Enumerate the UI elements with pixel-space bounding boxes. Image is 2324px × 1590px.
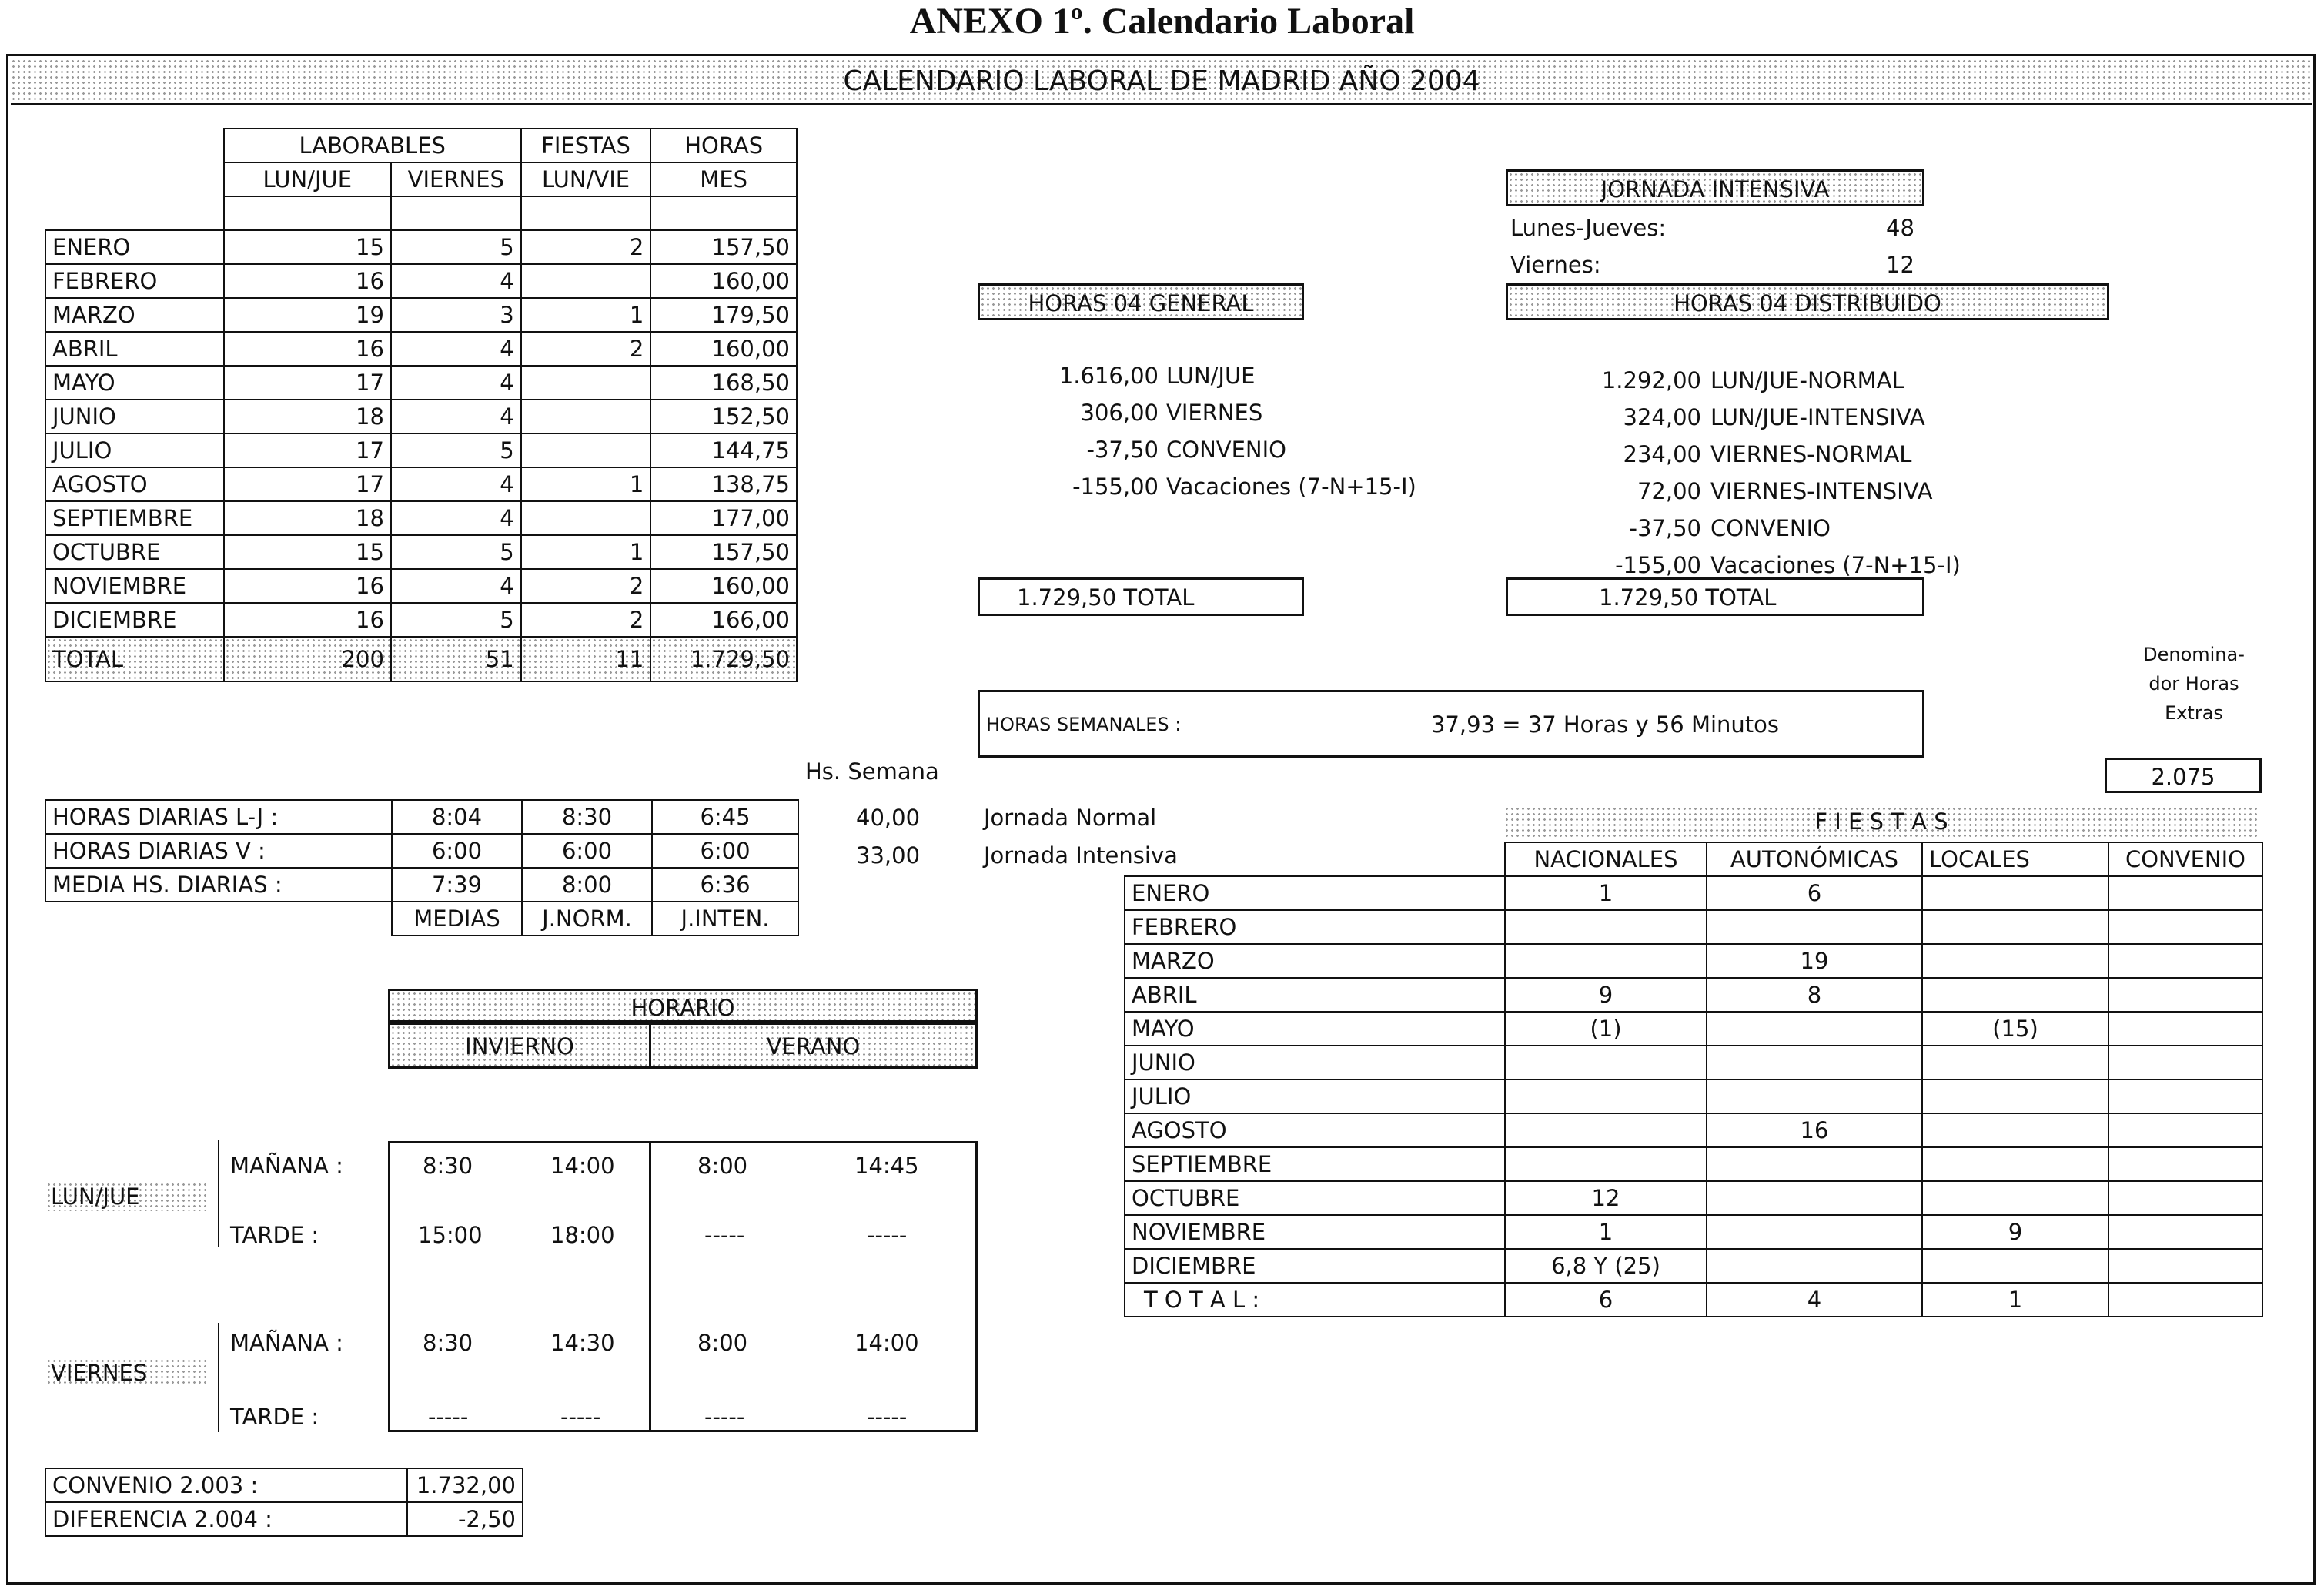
total-h: 1.729,50 [650, 637, 797, 681]
fiestas-convenio [2108, 1080, 2262, 1113]
laborables-lunjue: 16 [224, 264, 391, 298]
laborables-viernes: 4 [391, 400, 521, 433]
fiestas-locales [1922, 1147, 2108, 1181]
header-laborables: LABORABLES [224, 129, 521, 162]
v-tarde-2: ----- [560, 1404, 601, 1430]
fiestas-month: AGOSTO [1125, 1113, 1505, 1147]
lj-manana-1: 8:30 [423, 1153, 473, 1179]
fiestas-total-nac: 6 [1505, 1283, 1707, 1317]
monthly-table [45, 128, 798, 682]
horas-mes: 160,00 [650, 569, 797, 603]
fiestas-convenio [2108, 978, 2262, 1012]
lj-tarde-3: ----- [704, 1222, 745, 1248]
daily-jinten: 6:36 [652, 868, 798, 902]
fiestas-locales: 9 [1922, 1215, 2108, 1249]
daily-label: MEDIA HS. DIARIAS : [45, 868, 392, 902]
month-label: NOVIEMBRE [45, 569, 224, 603]
table-row [45, 467, 797, 501]
denominador-label-1: Denomina- [2143, 644, 2245, 665]
horas-mes: 157,50 [650, 535, 797, 569]
header-fiestas: FIESTAS [521, 129, 651, 162]
fiestas-locales [1922, 1046, 2108, 1080]
daily-label: HORAS DIARIAS L-J : [45, 800, 392, 834]
laborables-lunjue: 16 [224, 332, 391, 366]
laborables-lunjue: 17 [224, 433, 391, 467]
month-label: MARZO [45, 298, 224, 332]
fiestas-lunvie [521, 366, 651, 400]
table-row [45, 501, 797, 535]
fiestas-lunvie [521, 501, 651, 535]
distribuido-line-label: LUN/JUE-INTENSIVA [1710, 404, 1925, 430]
fiestas-lunvie [521, 400, 651, 433]
lj-manana-2: 14:00 [550, 1153, 615, 1179]
page-title: ANEXO 1º. Calendario Laboral [909, 1, 1415, 42]
general-line-value: 306,00 [1080, 400, 1159, 426]
laborables-lunjue: 15 [224, 535, 391, 569]
table-row [1125, 1046, 2262, 1080]
fiestas-month: DICIEMBRE [1125, 1249, 1505, 1283]
daily-jnorm: 8:00 [522, 868, 652, 902]
laborables-lunjue: 16 [224, 603, 391, 637]
laborables-viernes: 4 [391, 569, 521, 603]
fiestas-locales [1922, 944, 2108, 978]
fiestas-total-aut: 4 [1707, 1283, 1922, 1317]
table-row [1125, 910, 2262, 944]
denominador-box [2105, 758, 2262, 793]
header-horas: HORAS [650, 129, 797, 162]
fiestas-autonomicas: 16 [1707, 1113, 1922, 1147]
month-label: DICIEMBRE [45, 603, 224, 637]
fiestas-lunvie: 1 [521, 298, 651, 332]
fiestas-autonomicas [1707, 1080, 1922, 1113]
table-row [45, 332, 797, 366]
horas-mes: 152,50 [650, 400, 797, 433]
daily-jnorm: 8:30 [522, 800, 652, 834]
fiestas-month: JULIO [1125, 1080, 1505, 1113]
fiestas-autonomicas [1707, 1215, 1922, 1249]
table-row [1125, 876, 2262, 910]
general-line-value: -37,50 [1086, 437, 1159, 463]
general-total: 1.729,50 TOTAL [1017, 584, 1195, 611]
laborables-viernes: 3 [391, 298, 521, 332]
fiestas-month: ENERO [1125, 876, 1505, 910]
daily-medias: 7:39 [392, 868, 522, 902]
fiestas-lunvie: 2 [521, 603, 651, 637]
laborables-viernes: 4 [391, 332, 521, 366]
general-header [978, 283, 1304, 320]
denominador-label-2: dor Horas [2148, 673, 2239, 695]
distribuido-line-value: 1.292,00 [1601, 367, 1701, 393]
table-row [45, 230, 797, 264]
fiestas-month: MAYO [1125, 1012, 1505, 1046]
fiestas-locales [1922, 1181, 2108, 1215]
month-label: SEPTIEMBRE [45, 501, 224, 535]
fiestas-locales [1922, 910, 2108, 944]
fiestas-locales [1922, 1249, 2108, 1283]
diferencia-2004-value: -2,50 [407, 1502, 523, 1536]
banner [11, 59, 2312, 105]
laborables-lunjue: 17 [224, 366, 391, 400]
v-manana-1: 8:30 [423, 1330, 473, 1356]
table-row [45, 603, 797, 637]
laborables-viernes: 5 [391, 433, 521, 467]
semanales-label: HORAS SEMANALES : [986, 714, 1182, 735]
v-manana-3: 8:00 [697, 1330, 748, 1356]
horas-mes: 166,00 [650, 603, 797, 637]
fiestas-nacionales: 12 [1505, 1181, 1707, 1215]
total-label: TOTAL [45, 637, 224, 681]
fiestas-nacionales [1505, 944, 1707, 978]
lunjue-manana-label: MAÑANA : [230, 1153, 343, 1179]
hs-semana-label: Hs. Semana [805, 758, 939, 785]
distribuido-line-label: VIERNES-INTENSIVA [1710, 478, 1933, 504]
laborables-lunjue: 18 [224, 501, 391, 535]
v-manana-4: 14:00 [854, 1330, 919, 1356]
table-row [45, 298, 797, 332]
distribuido-line-value: -37,50 [1629, 515, 1701, 541]
lj-tarde-2: 18:00 [550, 1222, 615, 1248]
fiestas-title: F I E S T A S [1814, 808, 1948, 835]
fiestas-lunvie: 1 [521, 467, 651, 501]
table-row [1125, 978, 2262, 1012]
denominador-value: 2.075 [2151, 764, 2215, 790]
fiestas-autonomicas [1707, 1046, 1922, 1080]
distribuido-title: HORAS 04 DISTRIBUIDO [1674, 290, 1941, 316]
denominador-label-3: Extras [2165, 702, 2223, 724]
lunjue-group-label: LUN/JUE [46, 1182, 208, 1211]
laborables-viernes: 4 [391, 264, 521, 298]
laborables-viernes: 5 [391, 535, 521, 569]
table-row [1125, 1147, 2262, 1181]
fiestas-col-nacionales: NACIONALES [1505, 842, 1707, 876]
footer-jnorm: J.NORM. [522, 902, 652, 936]
fiestas-total-row [1125, 1283, 2262, 1317]
month-label: FEBRERO [45, 264, 224, 298]
table-row [45, 800, 798, 834]
diferencia-2004-label: DIFERENCIA 2.004 : [45, 1502, 407, 1536]
fiestas-month: SEPTIEMBRE [1125, 1147, 1505, 1181]
horario-title: HORARIO [630, 995, 735, 1021]
horas-mes: 168,50 [650, 366, 797, 400]
laborables-lunjue: 15 [224, 230, 391, 264]
fiestas-convenio [2108, 1012, 2262, 1046]
total-v: 51 [391, 637, 521, 681]
v-manana-2: 14:30 [550, 1330, 615, 1356]
fiestas-col-convenio: CONVENIO [2108, 842, 2262, 876]
table-row [1125, 944, 2262, 978]
horas-mes: 144,75 [650, 433, 797, 467]
distribuido-total: 1.729,50 TOTAL [1599, 584, 1777, 611]
fiestas-autonomicas [1707, 1012, 1922, 1046]
fiestas-convenio [2108, 1215, 2262, 1249]
table-row [1125, 1080, 2262, 1113]
total-lj: 200 [224, 637, 391, 681]
month-label: JULIO [45, 433, 224, 467]
table-row [45, 366, 797, 400]
jornada-intensiva-label: Jornada Intensiva [984, 842, 1178, 869]
jornada-normal-label: Jornada Normal [984, 805, 1157, 831]
horas-mes: 160,00 [650, 264, 797, 298]
daily-medias: 8:04 [392, 800, 522, 834]
total-row [45, 637, 797, 681]
fiestas-nacionales [1505, 1147, 1707, 1181]
v-tarde-1: ----- [428, 1404, 469, 1430]
convenio-2003-label: CONVENIO 2.003 : [45, 1468, 407, 1502]
fiestas-locales [1922, 1113, 2108, 1147]
fiestas-nacionales: 6,8 Y (25) [1505, 1249, 1707, 1283]
horas-mes: 160,00 [650, 332, 797, 366]
distribuido-line-value: 234,00 [1623, 441, 1701, 467]
daily-jinten: 6:00 [652, 834, 798, 868]
distribuido-line-value: 324,00 [1623, 404, 1701, 430]
general-line-label: LUN/JUE [1166, 363, 1256, 389]
general-line-label: VIERNES [1166, 400, 1263, 426]
fiestas-month: FEBRERO [1125, 910, 1505, 944]
fiestas-convenio [2108, 910, 2262, 944]
fiestas-autonomicas [1707, 1181, 1922, 1215]
fiestas-convenio [2108, 876, 2262, 910]
fiestas-locales [1922, 978, 2108, 1012]
table-row [45, 535, 797, 569]
subheader-mes: MES [650, 162, 797, 196]
convenio-table [45, 1468, 523, 1537]
laborables-lunjue: 17 [224, 467, 391, 501]
general-title: HORAS 04 GENERAL [1028, 290, 1254, 316]
month-label: AGOSTO [45, 467, 224, 501]
laborables-lunjue: 16 [224, 569, 391, 603]
viernes-manana-label: MAÑANA : [230, 1330, 343, 1356]
subheader-lunvie: LUN/VIE [521, 162, 651, 196]
fiestas-locales [1922, 1080, 2108, 1113]
fiestas-total-conv [2108, 1283, 2262, 1317]
table-row [1125, 1215, 2262, 1249]
laborables-viernes: 4 [391, 501, 521, 535]
table-row [45, 834, 798, 868]
fiestas-lunvie: 2 [521, 569, 651, 603]
fiestas-nacionales [1505, 1113, 1707, 1147]
fiestas-nacionales: 9 [1505, 978, 1707, 1012]
distribuido-line-label: CONVENIO [1710, 515, 1831, 541]
distribuido-line-label: LUN/JUE-NORMAL [1710, 367, 1904, 393]
horario-divider [649, 1141, 651, 1432]
month-label: JUNIO [45, 400, 224, 433]
table-row [45, 433, 797, 467]
fiestas-autonomicas: 6 [1707, 876, 1922, 910]
horas-mes: 157,50 [650, 230, 797, 264]
month-label: OCTUBRE [45, 535, 224, 569]
fiestas-total-label: T O T A L : [1125, 1283, 1505, 1317]
general-line-value: 1.616,00 [1058, 363, 1159, 389]
table-row [1125, 1181, 2262, 1215]
semanales-value: 37,93 = 37 Horas y 56 Minutos [1431, 711, 1780, 738]
v-tarde-3: ----- [704, 1404, 745, 1430]
semana-intensiva: 33,00 [856, 842, 921, 869]
v-tarde-4: ----- [867, 1404, 908, 1430]
jornada-intensiva-header [1506, 169, 1924, 206]
table-row [1125, 1249, 2262, 1283]
semana-normal: 40,00 [856, 805, 921, 831]
general-total-box [978, 577, 1304, 616]
table-row [45, 569, 797, 603]
fiestas-convenio [2108, 1113, 2262, 1147]
laborables-lunjue: 19 [224, 298, 391, 332]
table-row [45, 868, 798, 902]
laborables-viernes: 5 [391, 603, 521, 637]
intensiva-v-label: Viernes: [1510, 252, 1601, 278]
fiestas-month: OCTUBRE [1125, 1181, 1505, 1215]
fiestas-lunvie: 1 [521, 535, 651, 569]
laborables-viernes: 4 [391, 366, 521, 400]
fiestas-convenio [2108, 944, 2262, 978]
lj-tarde-1: 15:00 [418, 1222, 483, 1248]
invierno-label: INVIERNO [465, 1033, 574, 1059]
invierno-header [388, 1023, 651, 1069]
lj-manana-3: 8:00 [697, 1153, 748, 1179]
fiestas-total-loc: 1 [1922, 1283, 2108, 1317]
footer-jinten: J.INTEN. [652, 902, 798, 936]
convenio-2003-value: 1.732,00 [407, 1468, 523, 1502]
fiestas-col-locales: LOCALES [1922, 842, 2108, 876]
table-row [1125, 1012, 2262, 1046]
intensiva-v-value: 12 [1886, 252, 1914, 278]
fiestas-nacionales: (1) [1505, 1012, 1707, 1046]
lj-manana-4: 14:45 [854, 1153, 919, 1179]
semanales-box [978, 690, 1924, 758]
daily-medias: 6:00 [392, 834, 522, 868]
fiestas-month: JUNIO [1125, 1046, 1505, 1080]
fiestas-locales: (15) [1922, 1012, 2108, 1046]
intensiva-lj-value: 48 [1886, 215, 1914, 241]
laborables-viernes: 4 [391, 467, 521, 501]
table-row [1125, 1113, 2262, 1147]
fiestas-header [1504, 806, 2259, 837]
fiestas-nacionales: 1 [1505, 1215, 1707, 1249]
fiestas-nacionales [1505, 1080, 1707, 1113]
month-label: ENERO [45, 230, 224, 264]
lj-tarde-4: ----- [867, 1222, 908, 1248]
fiestas-month: ABRIL [1125, 978, 1505, 1012]
fiestas-month: NOVIEMBRE [1125, 1215, 1505, 1249]
fiestas-convenio [2108, 1046, 2262, 1080]
fiestas-col-autonomicas: AUTONÓMICAS [1707, 842, 1922, 876]
viernes-group-label: VIERNES [46, 1358, 208, 1387]
verano-label: VERANO [766, 1033, 861, 1059]
horario-grid [388, 1141, 978, 1432]
fiestas-convenio [2108, 1181, 2262, 1215]
fiestas-nacionales: 1 [1505, 876, 1707, 910]
viernes-tarde-label: TARDE : [230, 1404, 319, 1430]
horas-mes: 179,50 [650, 298, 797, 332]
general-line-label: Vacaciones (7-N+15-I) [1166, 474, 1416, 500]
horario-header [388, 989, 978, 1023]
daily-jnorm: 6:00 [522, 834, 652, 868]
fiestas-convenio [2108, 1147, 2262, 1181]
footer-medias: MEDIAS [392, 902, 522, 936]
subheader-viernes: VIERNES [391, 162, 521, 196]
jornada-intensiva-title: JORNADA INTENSIVA [1600, 176, 1830, 203]
horas-mes: 138,75 [650, 467, 797, 501]
table-row [45, 264, 797, 298]
distribuido-line-value: 72,00 [1637, 478, 1701, 504]
distribuido-header [1506, 283, 2109, 320]
daily-label: HORAS DIARIAS V : [45, 834, 392, 868]
fiestas-lunvie [521, 433, 651, 467]
fiestas-autonomicas [1707, 1249, 1922, 1283]
fiestas-lunvie: 2 [521, 332, 651, 366]
fiestas-autonomicas: 8 [1707, 978, 1922, 1012]
fiestas-lunvie: 2 [521, 230, 651, 264]
general-line-value: -155,00 [1072, 474, 1159, 500]
fiestas-nacionales [1505, 910, 1707, 944]
distribuido-line-value: -155,00 [1615, 552, 1701, 578]
fiestas-locales [1922, 876, 2108, 910]
month-label: ABRIL [45, 332, 224, 366]
distribuido-line-label: Vacaciones (7-N+15-I) [1710, 552, 1961, 578]
table-row [45, 400, 797, 433]
distribuido-total-box [1506, 577, 1924, 616]
month-label: MAYO [45, 366, 224, 400]
daily-jinten: 6:45 [652, 800, 798, 834]
fiestas-autonomicas: 19 [1707, 944, 1922, 978]
intensiva-lj-label: Lunes-Jueves: [1510, 215, 1667, 241]
verano-header [649, 1023, 978, 1069]
banner-title: CALENDARIO LABORAL DE MADRID AÑO 2004 [843, 65, 1480, 97]
subheader-lunjue: LUN/JUE [224, 162, 391, 196]
fiestas-autonomicas [1707, 1147, 1922, 1181]
fiestas-month: MARZO [1125, 944, 1505, 978]
laborables-lunjue: 18 [224, 400, 391, 433]
viernes-bracket [218, 1323, 230, 1432]
laborables-viernes: 5 [391, 230, 521, 264]
lunjue-tarde-label: TARDE : [230, 1222, 319, 1248]
fiestas-nacionales [1505, 1046, 1707, 1080]
fiestas-convenio [2108, 1249, 2262, 1283]
horas-mes: 177,00 [650, 501, 797, 535]
distribuido-line-label: VIERNES-NORMAL [1710, 441, 1912, 467]
general-line-label: CONVENIO [1166, 437, 1287, 463]
total-f: 11 [521, 637, 651, 681]
fiestas-table [1124, 842, 2263, 1317]
fiestas-autonomicas [1707, 910, 1922, 944]
lunjue-bracket [218, 1140, 230, 1247]
fiestas-lunvie [521, 264, 651, 298]
daily-hours-table [45, 799, 799, 936]
